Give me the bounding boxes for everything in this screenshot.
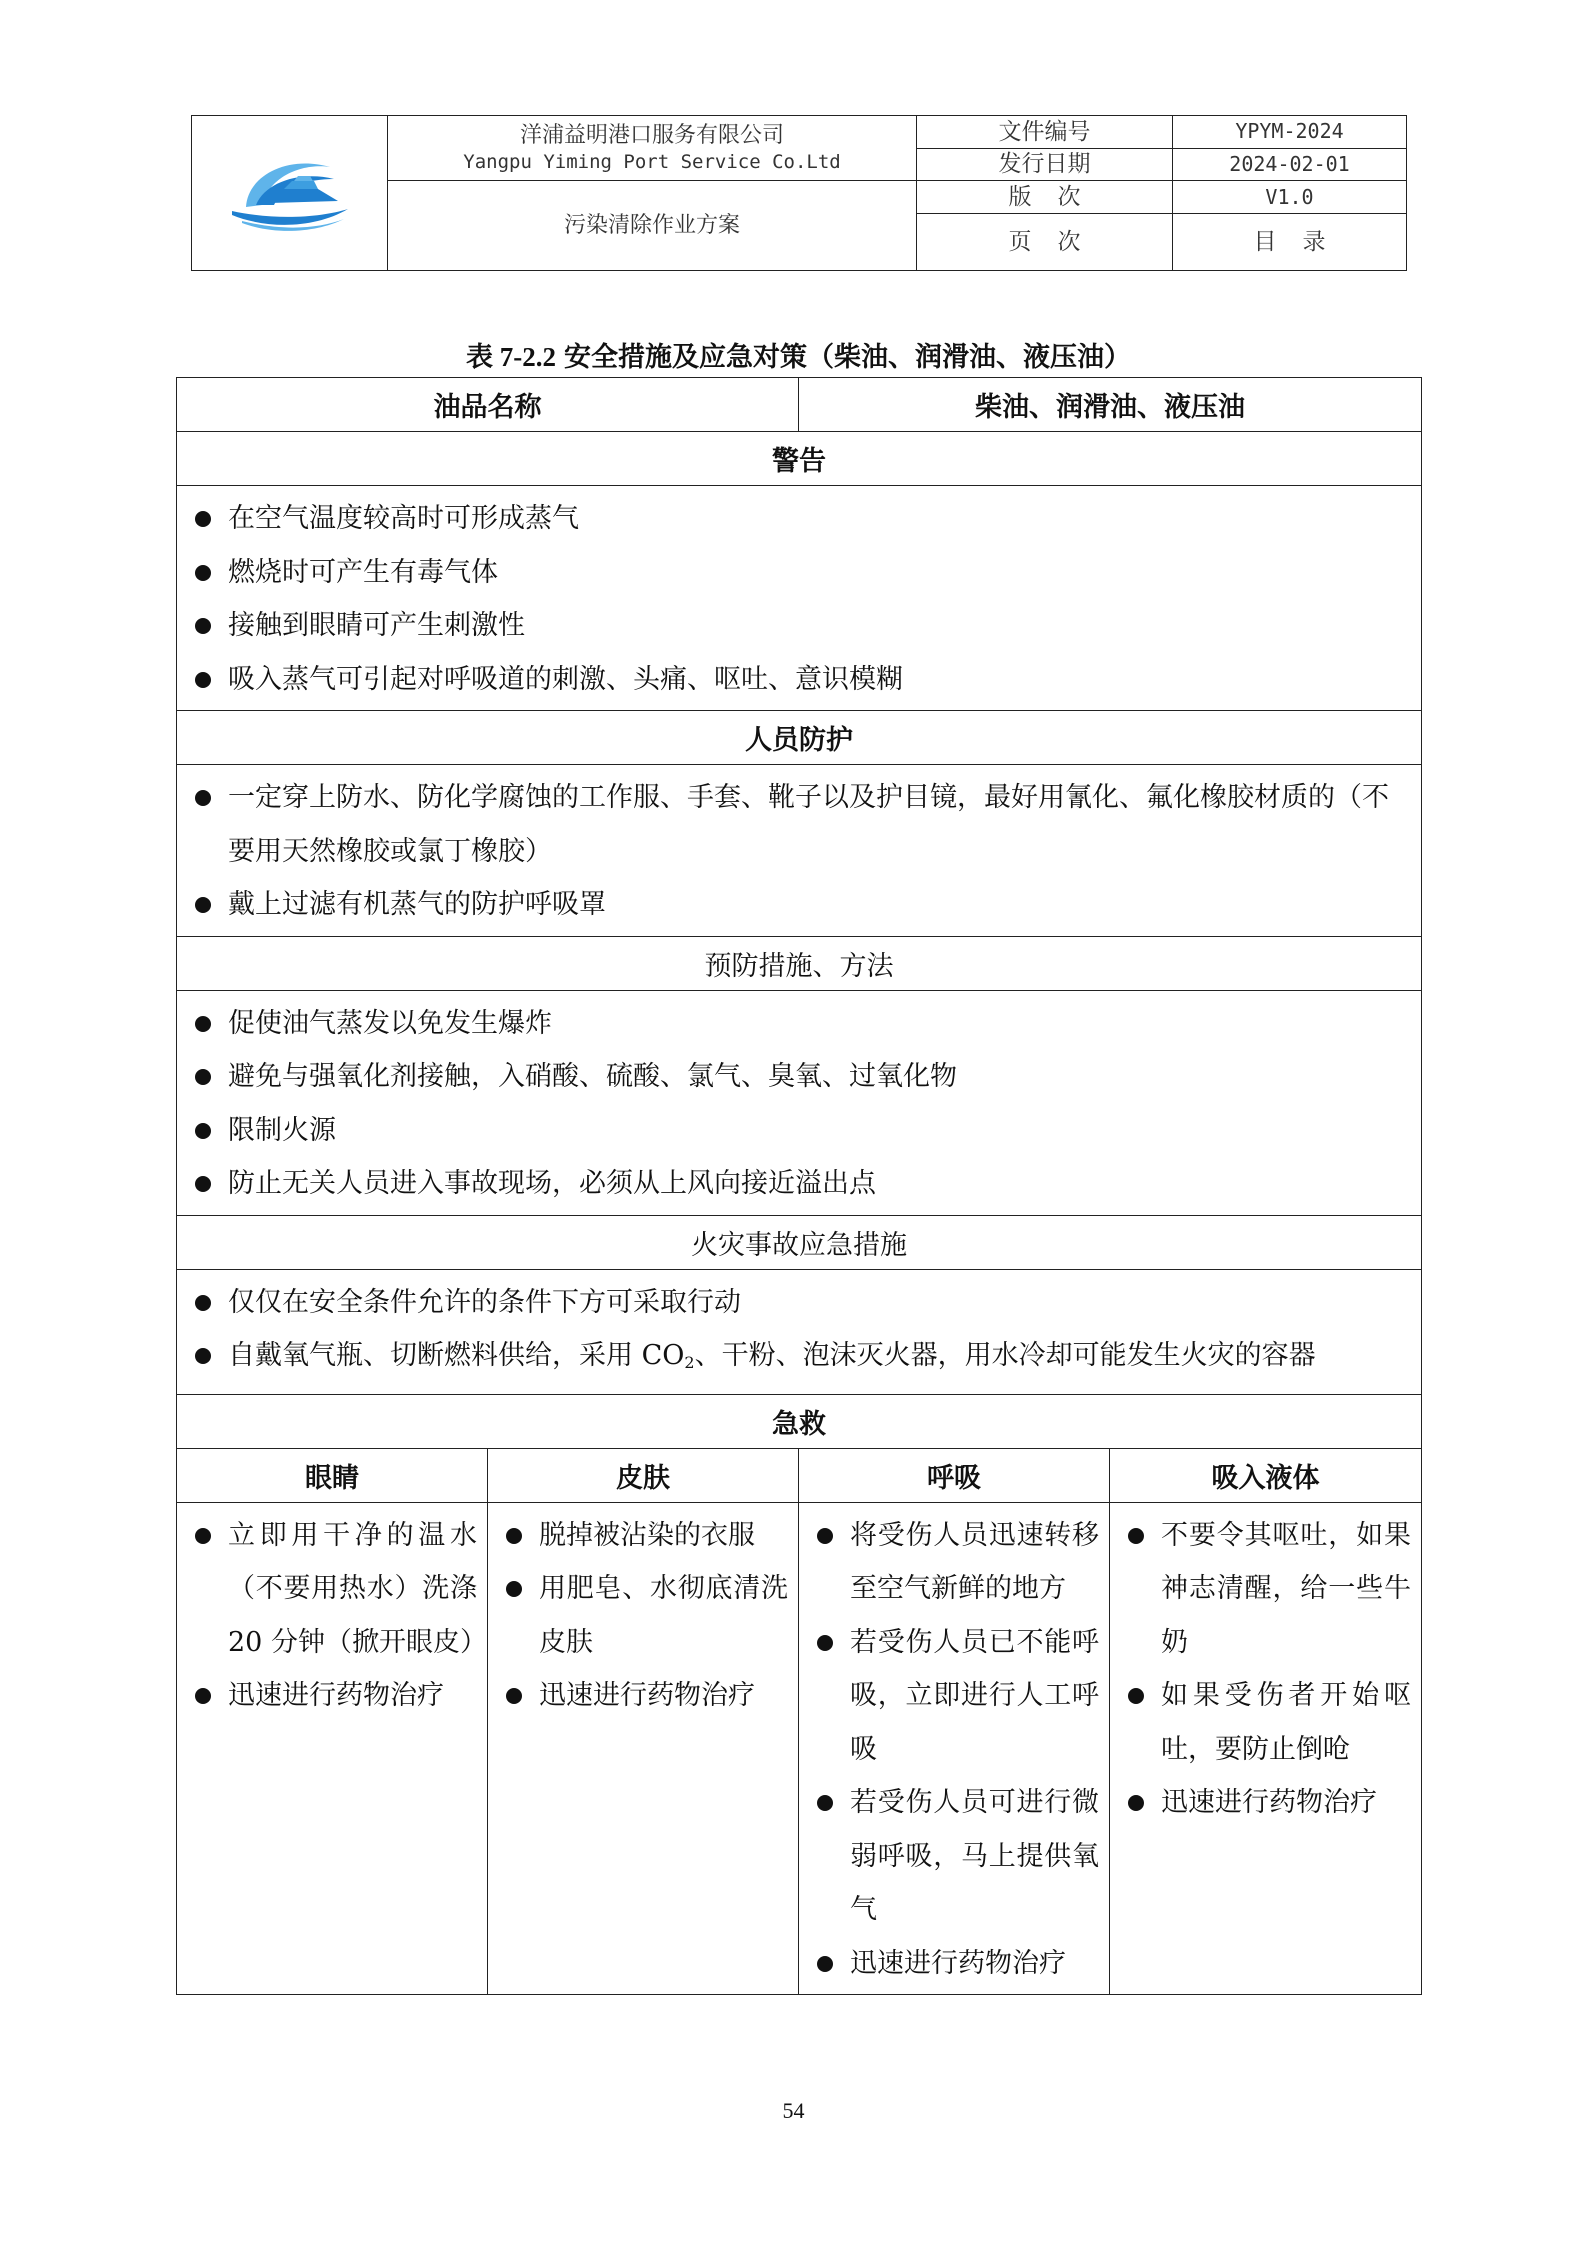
fire-cell: [177, 1269, 1422, 1394]
product-row: [177, 378, 1422, 432]
list-item: 一定穿上防水、防化学腐蚀的工作服、手套、靴子以及护目镜，最好用氰化、氟化橡胶材质的（不要用天然橡胶或氯丁橡胶）: [195, 771, 1409, 878]
page-label: 页次: [917, 214, 1173, 271]
list-item: 燃烧时可产生有毒气体: [195, 546, 1409, 600]
product-label: 油品名称: [177, 378, 799, 432]
list-item: 避免与强氧化剂接触，入硝酸、硫酸、氯气、臭氧、过氧化物: [195, 1050, 1409, 1104]
list-item: 不要令其呕吐，如果神志清醒，给一些牛奶: [1128, 1509, 1411, 1670]
first-aid-col-breathing: 呼吸: [799, 1448, 1110, 1502]
company-name-cell: [388, 116, 917, 181]
doc-title: 污染清除作业方案: [388, 181, 917, 271]
page-value: 目录: [1173, 214, 1407, 271]
list-item: [195, 1329, 1409, 1390]
prevention-heading: 预防措施、方法: [177, 936, 1422, 990]
doc-number-value: YPYM-2024: [1173, 116, 1407, 149]
list-item: 用肥皂、水彻底清洗皮肤: [506, 1562, 788, 1669]
list-item: 迅速进行药物治疗: [506, 1669, 788, 1723]
company-name-cn: 洋浦益明港口服务有限公司: [519, 122, 784, 148]
first-aid-skin-list: [488, 1503, 798, 1727]
co2-subscript: 2: [684, 1353, 695, 1372]
first-aid-skin-cell: [488, 1502, 799, 1995]
first-aid-eyes-cell: [177, 1502, 488, 1995]
protection-heading: 人员防护: [177, 711, 1422, 765]
company-logo-icon: [226, 145, 354, 241]
issue-date-label: 发行日期: [917, 148, 1173, 181]
list-item: 戴上过滤有机蒸气的防护呼吸罩: [195, 878, 1409, 932]
first-aid-heading: 急救: [177, 1394, 1422, 1448]
safety-measures-table: [176, 377, 1422, 1995]
list-item: 促使油气蒸发以免发生爆炸: [195, 997, 1409, 1051]
protection-list: [177, 765, 1421, 936]
issue-date-value: 2024-02-01: [1173, 148, 1407, 181]
protection-cell: [177, 765, 1422, 937]
first-aid-col-skin: 皮肤: [488, 1448, 799, 1502]
fire-list: [177, 1270, 1421, 1394]
list-item: 限制火源: [195, 1104, 1409, 1158]
first-aid-eyes-list: [177, 1503, 487, 1727]
list-item: 脱掉被沾染的衣服: [506, 1509, 788, 1563]
product-value: 柴油、润滑油、液压油: [799, 378, 1422, 432]
list-item: 立即用干净的温水（不要用热水）洗涤 20 分钟（掀开眼皮）: [195, 1509, 477, 1670]
version-label: 版次: [917, 181, 1173, 214]
warning-heading: 警告: [177, 432, 1422, 486]
list-item: 将受伤人员迅速转移至空气新鲜的地方: [817, 1509, 1099, 1616]
table-title-text: 安全措施及应急对策（柴油、润滑油、液压油）: [564, 342, 1131, 373]
page-number: 54: [782, 2098, 805, 2123]
list-item: 迅速进行药物治疗: [1128, 1776, 1411, 1830]
list-item: 若受伤人员已不能呼吸，立即进行人工呼吸: [817, 1616, 1099, 1777]
prevention-cell: [177, 990, 1422, 1215]
company-name-en: Yangpu Yiming Port Service Co.Ltd: [463, 150, 841, 173]
table-number: 表 7-2.2: [466, 342, 556, 372]
list-item: 仅仅在安全条件允许的条件下方可采取行动: [195, 1276, 1409, 1330]
list-item: 迅速进行药物治疗: [817, 1937, 1099, 1991]
list-item: 若受伤人员可进行微弱呼吸，马上提供氧气: [817, 1776, 1099, 1937]
warning-cell: [177, 486, 1422, 711]
fire-heading: 火灾事故应急措施: [177, 1215, 1422, 1269]
doc-number-label: 文件编号: [917, 116, 1173, 149]
list-item: 在空气温度较高时可形成蒸气: [195, 492, 1409, 546]
first-aid-ingestion-cell: [1110, 1502, 1422, 1995]
logo-cell: [192, 116, 388, 271]
list-item: 防止无关人员进入事故现场，必须从上风向接近溢出点: [195, 1157, 1409, 1211]
fire-item2-pre: 自戴氧气瓶、切断燃料供给，采用 CO: [228, 1340, 685, 1371]
version-value: V1.0: [1173, 181, 1407, 214]
document-header: [191, 115, 1407, 271]
list-item: 迅速进行药物治疗: [195, 1669, 477, 1723]
first-aid-breathing-cell: [799, 1502, 1110, 1995]
first-aid-col-eyes: 眼睛: [177, 1448, 488, 1502]
list-item: 吸入蒸气可引起对呼吸道的刺激、头痛、呕吐、意识模糊: [195, 653, 1409, 707]
list-item: 接触到眼睛可产生刺激性: [195, 599, 1409, 653]
first-aid-ingestion-list: [1110, 1503, 1421, 1834]
table-title: [176, 335, 1421, 374]
fire-item2-post: 、干粉、泡沫灭火器，用水冷却可能发生火灾的容器: [694, 1340, 1316, 1371]
first-aid-breathing-list: [799, 1503, 1109, 1995]
prevention-list: [177, 991, 1421, 1215]
list-item: 如果受伤者开始呕吐，要防止倒呛: [1128, 1669, 1411, 1776]
first-aid-col-ingestion: 吸入液体: [1110, 1448, 1422, 1502]
warning-list: [177, 486, 1421, 710]
